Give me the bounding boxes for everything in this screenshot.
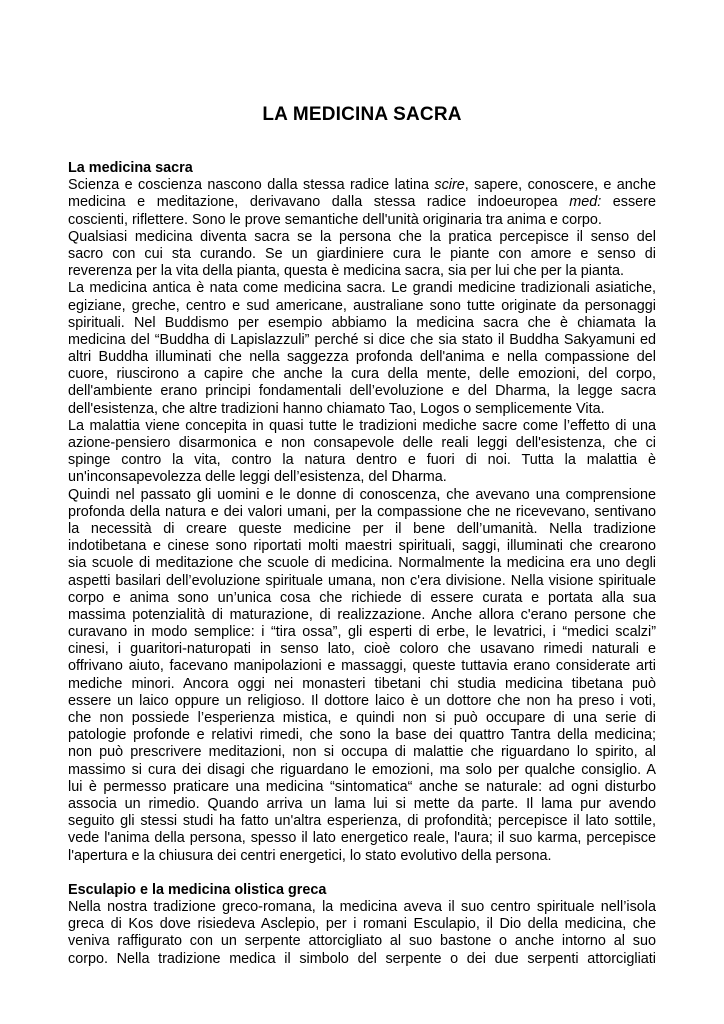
text-run: lui è permesso praticare una medicina “sintomatica“ anche se naturale: ad ogni disturbo [68, 778, 656, 795]
text-run: cuore, riuscirono a capire che anche la cura della mente, delle emozioni, del corpo, [68, 366, 656, 383]
text-run: Qualsiasi medicina diventa sacra se la persona che la pratica percepisce il senso del [68, 228, 656, 245]
text-line [68, 796, 656, 813]
text-line [68, 349, 656, 366]
text-line [68, 521, 656, 538]
text-run: egiziane, greche, centro e sud americane, australiane sono tutte originate da personaggi [68, 297, 656, 314]
text-line [68, 487, 656, 504]
text-line [68, 899, 656, 916]
text-run: associa un rimedio. Quando arriva un lama lui si mette da parte. Il lama pur avendo [68, 795, 656, 812]
text-line [68, 435, 656, 452]
text-line [68, 779, 656, 796]
text-run: veniva raffigurato con un serpente attorcigliato al suo bastone o anche intorno al suo [68, 933, 656, 950]
text-line [68, 366, 656, 383]
text-run: sacro con cui sta curando. Se un giardiniere cura le piante con amore e senso di [68, 245, 656, 262]
text-line [68, 762, 656, 779]
text-run: che non possiede l’esperienza mistica, e quindi non si può occupare di una serie di [68, 710, 656, 726]
text-run: aspetti basilari dell’evoluzione spirituale umana, non c'era divisione. Nella visione spirituale [68, 572, 656, 589]
text-line [68, 263, 656, 280]
text-line [68, 555, 656, 572]
text-line [68, 916, 656, 933]
text-line [68, 641, 656, 658]
text-run: Nella nostra tradizione greco-romana, la medicina aveva il suo centro spirituale nell’isola [68, 899, 656, 916]
text-line [68, 951, 656, 968]
text-run: , sapere, conoscere, e anche [464, 177, 656, 194]
text-run: massima potenzialità di maturazione, di realizzazione. Anche allora c'erano persone che [68, 606, 656, 623]
text-line [68, 813, 656, 830]
text-run: vede l'anima della persona, spesso il lato energetico reale, l'aura; il suo karma, percepisce [68, 830, 656, 847]
text-run: sia scuole di meditazione che scuole di medicina. Normalmente la medicina era uno degli [68, 555, 656, 572]
document-body [68, 160, 656, 968]
text-run: patologie profonde e relativi rimedi, che sono la base dei quattro Tantra della medicina; [68, 727, 656, 744]
text-run: coscienti, riflettere. Sono le prove semantiche dell'unità originaria tra anima e corpo. [68, 211, 602, 228]
text-run: mediche minori. Ancora oggi nei monasteri tibetani chi studia medicina tibetana può [68, 675, 656, 692]
text-line [68, 177, 656, 194]
italic-term: med: [569, 194, 602, 211]
text-line [68, 710, 656, 727]
text-line [68, 332, 656, 349]
text-line [68, 418, 656, 435]
text-line [68, 624, 656, 641]
text-run: seguito gli stessi studi ha fatto un'altra esperienza, di profondità; percepisce il lato sottile, [68, 813, 656, 830]
text-run: cinesi, i guaritori-naturopati in senso lato, cioè coloro che usavano rimedi naturali e [68, 641, 656, 658]
section-heading: Esculapio e la medicina olistica greca [68, 881, 327, 898]
text-run: essere un laico oppure un religioso. Il dottore laico è un dottore che non ha preso i voti, [68, 692, 656, 709]
text-run: spirituali. Nel Buddismo per esempio abbiamo la medicina sacra che è chiamata la [68, 314, 656, 331]
text-run: greca di Kos dove risiedeva Asclepio, per i romani Esculapio, il Dio della medicina, che [68, 916, 656, 933]
text-line [68, 538, 656, 555]
text-run: Scienza e coscienza nascono dalla stessa radice latina [68, 177, 435, 194]
text-line [68, 676, 656, 693]
text-run: corpo e anima sono un’unica cosa che richiede di essere curata e portata alla sua [68, 589, 656, 606]
text-run: medicina e meditazione, derivavano dalla stessa radice indoeuropea [68, 194, 570, 211]
text-line [68, 212, 656, 229]
text-run: curavano in modo semplice: i “tira ossa”, gli esperti di erbe, le levatrici, i “medici scalzi” [68, 624, 656, 641]
text-run: spinge contro la vita, contro la natura dentro e fuori di noi. Tutta la malattia è [68, 452, 656, 469]
text-line [68, 298, 656, 315]
text-line [68, 383, 656, 400]
text-run: La malattia viene concepita in quasi tutte le tradizioni mediche sacre come l’effetto di una [68, 417, 656, 434]
text-line [68, 280, 656, 297]
text-line [68, 727, 656, 744]
text-run: non può prescrivere meditazioni, non si occupa di malattie che riguardano lo spirito, al [68, 744, 656, 761]
italic-term: scire [434, 177, 465, 194]
text-line [68, 693, 656, 710]
text-line [68, 246, 656, 263]
text-run: massimo si cura dei disagi che riguardano le emozioni, ma solo per qualche consiglio. A [68, 761, 656, 778]
text-line [68, 848, 656, 865]
section-heading: La medicina sacra [68, 160, 193, 176]
text-line [68, 504, 656, 521]
text-run: azione-pensiero disarmonica e non consapevole delle reali leggi dell'esistenza, che ci [68, 435, 656, 451]
text-run: Quindi nel passato gli uomini e le donne di conoscenza, che avevano una comprensione [68, 486, 656, 503]
page-title: LA MEDICINA SACRA [262, 104, 462, 125]
text-run: un'inconsapevolezza delle leggi dell’esistenza, del Dharma. [68, 469, 447, 486]
text-run: reverenza per la vita della pianta, questa è medicina sacra, sia per lui che per la pianta. [68, 263, 624, 280]
text-run: dell'ambiente erano principi fondamentali dell’evoluzione e del Dharma, la legge sacra [68, 383, 656, 400]
text-line [68, 573, 656, 590]
text-run: corpo. Nella tradizione medica il simbolo del serpente o dei due serpenti attorcigliati [68, 950, 656, 967]
text-run: profonda della natura e dei valori umani, per la compassione che ne ricevevano, sentivano [68, 503, 656, 520]
text-line [68, 830, 656, 847]
text-line [68, 590, 656, 607]
text-line [68, 229, 656, 246]
text-line [68, 194, 656, 211]
text-line [68, 607, 656, 624]
text-run: la necessità di creare queste medicine per il bene dell’umanità. Nella tradizione [68, 520, 656, 537]
section-spacer [68, 865, 656, 882]
text-line [68, 658, 656, 675]
text-run: essere [601, 194, 656, 211]
text-run: La medicina antica è nata come medicina sacra. Le grandi medicine tradizionali asiatiche, [68, 280, 656, 297]
text-run: offrivano aiuto, facevano manipolazioni e massaggi, queste tuttavia erano considerate arti [68, 658, 656, 675]
text-line [68, 744, 656, 761]
text-line [68, 401, 656, 418]
text-run: l'apertura e la chiusura dei centri energetici, lo stato evolutivo della persona. [68, 847, 552, 864]
text-line [68, 469, 656, 486]
text-run: indotibetana e cinese sono riportati molti maestri spirituali, saggi, illuminati che crearono [68, 538, 656, 555]
text-run: medicina del “Buddha di Lapislazzuli” perché si dice che sia stato il Buddha Sakyamuni ed [68, 331, 656, 348]
text-line [68, 452, 656, 469]
text-run: altri Buddha illuminati che nella saggezza profonda dell'anima e nella compassione del [68, 349, 656, 366]
text-line [68, 933, 656, 950]
text-line [68, 315, 656, 332]
text-run: dell'esistenza, che altre tradizioni hanno chiamato Tao, Logos o semplicemente Vita. [68, 400, 605, 417]
